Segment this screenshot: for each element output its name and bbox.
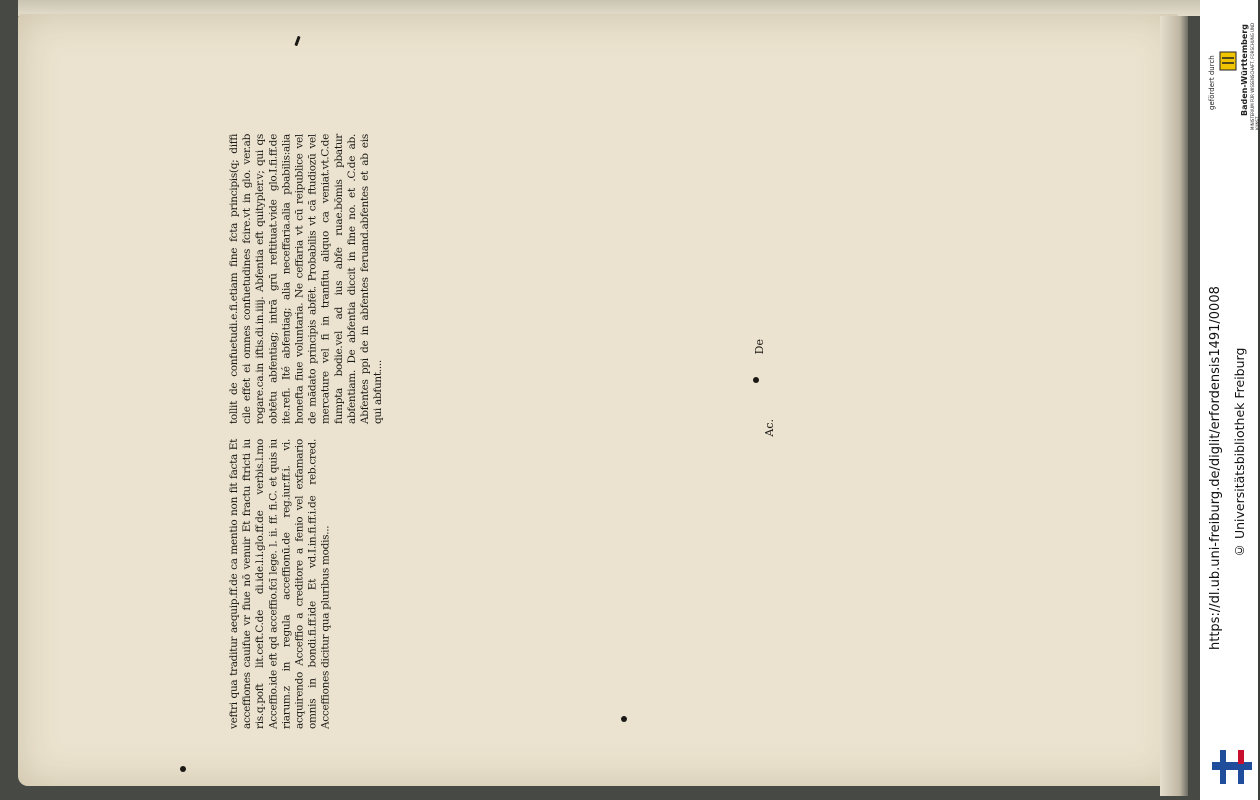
ub-freiburg-logo-icon	[1212, 750, 1252, 784]
coat-of-arms-icon	[1218, 50, 1238, 72]
text-column-right: veftri qua traditur aequip.ff.de ca mentio non fit facta Et acceffiones cauifue vr fiue nō venuir Et fractu ftricti iu ris.q.poft lit.ceft.C.de di.ide.l.i.glo.ff.de verbis.l.mo Acceffio.ide eft qd acceffio.fcī lege. l. ii. ff. fi.C. et quis iu riarum.z in regula acceffionū.de reg.iur.ff.i. vi. acquirendo Acceffio a creditore a fenio vel exfamario omnis in bondi.fi.ff.ide Et vd.I.in.fi.ff.i.de reb.cred. Acceffiones dicitur qua pluribus modis...	[228, 439, 332, 729]
funder-ministry: MINISTERIUM FÜR WISSENSCHAFT, FORSCHUNG UND KUNST	[1250, 22, 1260, 130]
ink-dot	[621, 716, 627, 722]
scanned-page	[18, 14, 1178, 786]
section-heading-ac: Ac.	[763, 419, 776, 437]
source-url[interactable]: https://dl.ub.uni-freiburg.de/diglit/erfordensis1491/0008	[1208, 286, 1223, 650]
copyright-notice: © Universitätsbibliothek Freiburg	[1232, 347, 1247, 558]
ink-dot	[180, 766, 186, 772]
funder-line-1: gefördert durch	[1208, 55, 1216, 110]
text-column-left: tollit de confuetudi.e.fi.etiam fine fcta principis(q; diffi cile effet ei omnes confuetudines fcire.vt in glo. ver.ab rogare.ca.in iftis.di.in.iiij. Abfentia eft quitypler.v; qui qs obtētu abfentiag; intrā grū reftituat.vide glo.I.fi.ff.de ite.refi. Ité abfentiag; alia neceffaria.alia pbabilis:alia honefta fiue voluntaria. Ne ceffaria vt cū reipublice vel de mādato principis abfēt. Probabilis vt cā ftudiozū vel mercature vel fi in tranfitu aliquo ca veniat.vt.C.de fumpta bodie.vel ad ius abfe ruae.bōmis pbatur abfentiam. De abfentia diccit in fine no. et .C.de ab. Abfentes ppi de in abfentes feruand.abfentes et ab eis qui abfunt....	[228, 134, 385, 424]
section-heading-de: De	[753, 339, 766, 355]
ink-dot	[753, 377, 759, 383]
funder-state: Baden-Württemberg	[1240, 23, 1249, 116]
text-block	[118, 54, 1038, 774]
funder-logo	[1206, 16, 1260, 130]
ink-mark	[294, 36, 300, 46]
spine-shadow	[1160, 16, 1188, 796]
